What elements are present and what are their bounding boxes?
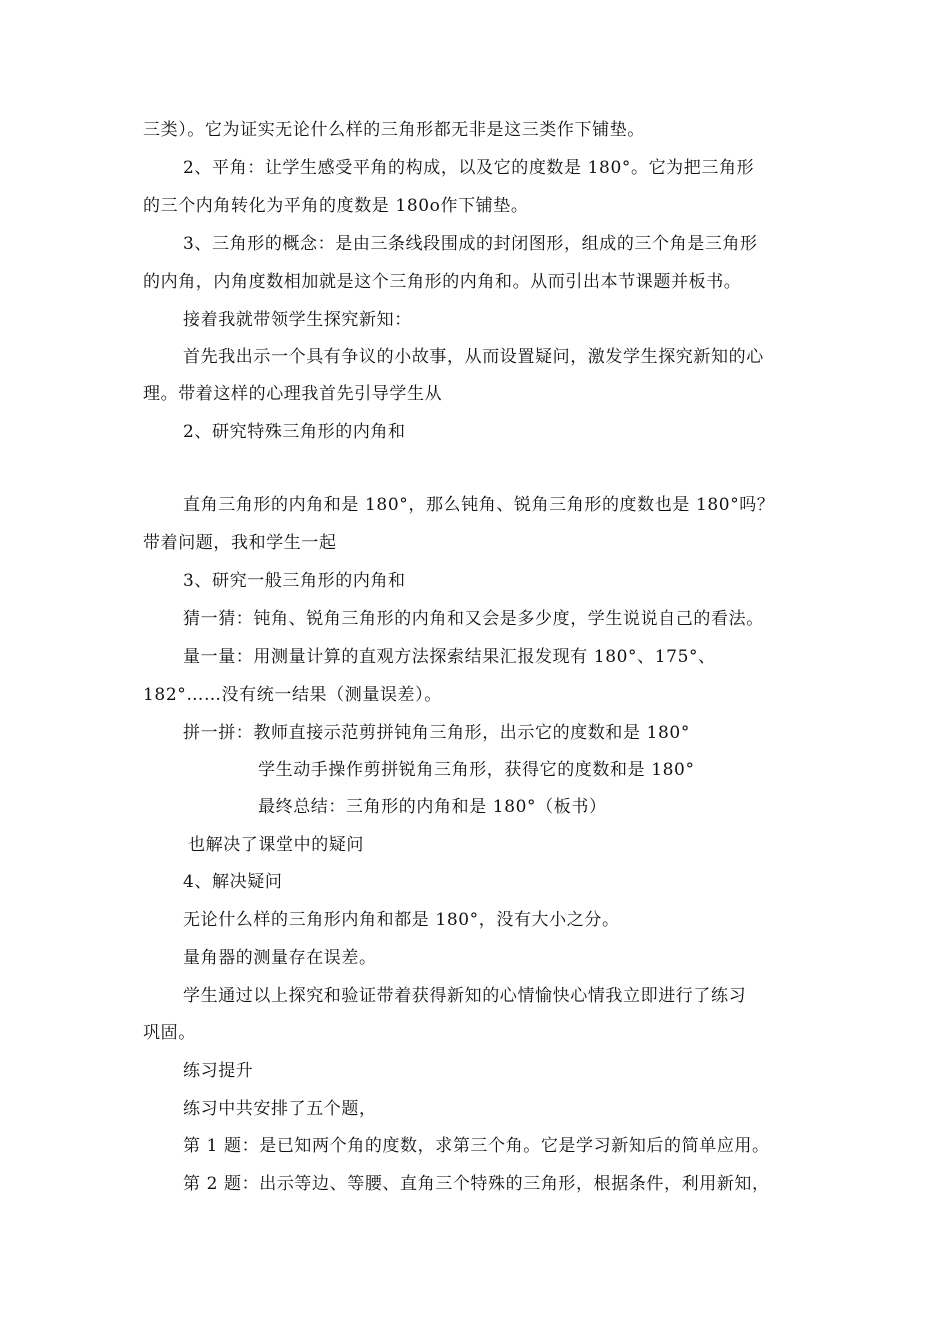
- text-line: 直角三角形的内角和是 180°，那么钝角、锐角三角形的度数也是 180°吗？: [183, 495, 775, 515]
- text-line: 量角器的测量存在误差。: [183, 948, 377, 968]
- text-line: 最终总结：三角形的内角和是 180°（板书）: [258, 797, 607, 817]
- text-line: 3、研究一般三角形的内角和: [183, 571, 406, 591]
- text-line: 的内角，内角度数相加就是这个三角形的内角和。从而引出本节课题并板书。: [143, 272, 742, 292]
- text-line: 的三个内角转化为平角的度数是 180o作下铺垫。: [143, 196, 529, 216]
- text-line: 三类）。它为证实无论什么样的三角形都无非是这三类作下铺垫。: [143, 120, 645, 140]
- text-line: 2、研究特殊三角形的内角和: [183, 422, 406, 442]
- text-line: 无论什么样的三角形内角和都是 180°，没有大小之分。: [183, 910, 620, 930]
- text-line: 学生动手操作剪拼锐角三角形，获得它的度数和是 180°: [258, 760, 695, 780]
- text-line: 2、平角：让学生感受平角的构成，以及它的度数是 180°。它为把三角形: [183, 158, 755, 178]
- text-line: 3、三角形的概念：是由三条线段围成的封闭图形，组成的三个角是三角形: [183, 234, 758, 254]
- text-line: 第 1 题：是已知两个角的度数，求第三个角。它是学习新知后的简单应用。: [183, 1136, 770, 1156]
- text-line: 带着问题，我和学生一起: [143, 533, 337, 553]
- text-line: 也解决了课堂中的疑问: [188, 835, 364, 855]
- text-line: 量一量：用测量计算的直观方法探索结果汇报发现有 180°、175°、: [183, 647, 716, 667]
- text-line: 4、解决疑问: [183, 872, 283, 892]
- text-line: 拼一拼：教师直接示范剪拼钝角三角形，出示它的度数和是 180°: [183, 723, 690, 743]
- text-line: 练习中共安排了五个题，: [183, 1099, 377, 1119]
- text-line: 接着我就带领学生探究新知：: [183, 310, 412, 330]
- text-line: 巩固。: [143, 1023, 196, 1043]
- text-line: 首先我出示一个具有争议的小故事，从而设置疑问，激发学生探究新知的心: [183, 347, 764, 367]
- text-line: 第 2 题：出示等边、等腰、直角三个特殊的三角形，根据条件，利用新知，: [183, 1174, 770, 1194]
- text-line: 练习提升: [183, 1061, 254, 1081]
- text-line: 182°……没有统一结果（测量误差）。: [143, 685, 442, 705]
- text-line: 理。带着这样的心理我首先引导学生从: [143, 384, 443, 404]
- text-line: 猜一猜：钝角、锐角三角形的内角和又会是多少度，学生说说自己的看法。: [183, 609, 764, 629]
- text-line: 学生通过以上探究和验证带着获得新知的心情愉快心情我立即进行了练习: [183, 986, 747, 1006]
